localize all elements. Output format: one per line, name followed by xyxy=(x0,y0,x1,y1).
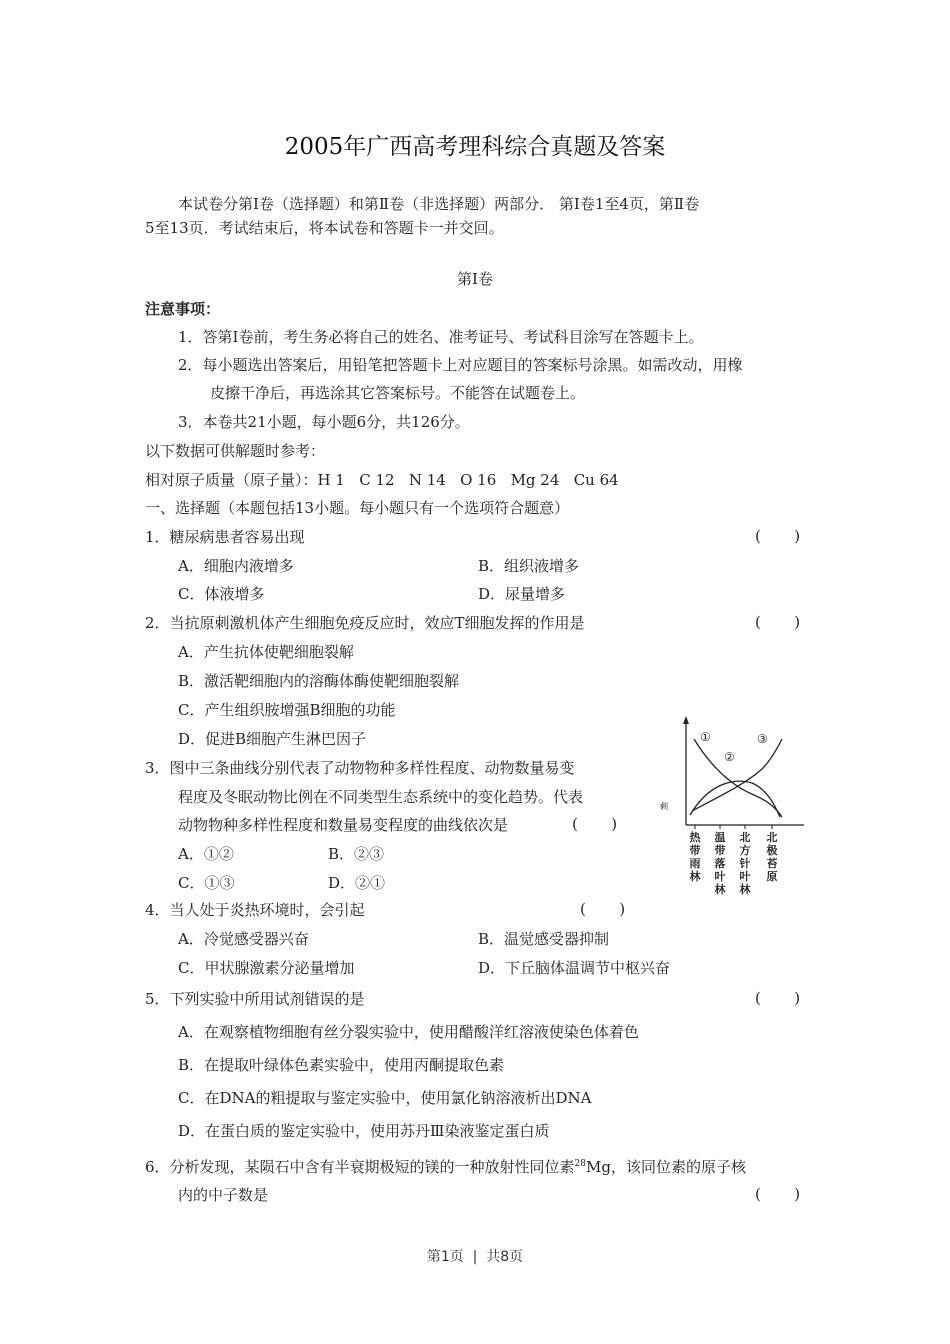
curve-2 xyxy=(690,781,780,817)
q3-answer-paren: ( ) xyxy=(572,815,618,833)
q1-answer-paren: ( ) xyxy=(755,527,801,545)
x-category-label-1-char-4: 林 xyxy=(689,870,701,883)
q3-option-b: B．②③ xyxy=(328,845,385,863)
x-category-label-3-char-5: 林 xyxy=(739,883,751,895)
q1-option-a: A．细胞内液增多 xyxy=(178,557,294,575)
q6-stem-text: 6．分析发现，某陨石中含有半衰期极短的镁的一种放射性同位素 xyxy=(145,1158,575,1176)
intro-line-1: 本试卷分第Ⅰ卷（选择题）和第Ⅱ卷（非选择题）两部分． 第Ⅰ卷1至4页，第Ⅱ卷 xyxy=(178,195,700,213)
notice-item-3: 3．本卷共21小题，每小题6分，共126分。 xyxy=(178,413,470,431)
x-category-label-2-char-5: 林 xyxy=(714,883,726,895)
curve-2-label: ② xyxy=(724,750,735,764)
q1-option-b: B．组织液增多 xyxy=(478,557,580,575)
page-footer: 第1页 | 共8页 xyxy=(426,1249,524,1265)
q5-answer-paren: ( ) xyxy=(755,989,801,1007)
x-category-label-2-char-1: 温 xyxy=(714,831,726,844)
x-category-label-4-char-2: 极 xyxy=(766,844,778,857)
page-title: 2005年广西高考理科综合真题及答案 xyxy=(284,134,666,160)
q6-stem-line-1 xyxy=(145,1154,746,1177)
isotope-symbol: Mg，该同位素的原子核 xyxy=(586,1158,746,1176)
notice-item-1: 1．答第Ⅰ卷前，考生务必将自己的姓名、准考证号、考试科目涂写在答题卡上。 xyxy=(178,328,704,346)
q1-option-c: C．体液增多 xyxy=(178,585,265,603)
q2-option-a: A．产生抗体使靶细胞裂解 xyxy=(178,643,354,661)
x-category-label-3-char-2: 方 xyxy=(739,844,751,857)
intro-line-2: 5至13页．考试结束后，将本试卷和答题卡一并交回。 xyxy=(145,219,504,237)
q3-line-1: 3．图中三条曲线分别代表了动物物种多样性程度、动物数量易变 xyxy=(145,759,575,777)
curve-1-label: ① xyxy=(700,730,711,744)
x-category-label-4-char-4: 原 xyxy=(766,870,778,883)
x-category-label-1-char-1: 热 xyxy=(689,831,701,844)
notice-item-2-line-1: 2．每小题选出答案后，用铅笔把答题卡上对应题目的答案标号涂黑。如需改动，用橡 xyxy=(178,356,743,374)
x-category-label-1-char-3: 雨 xyxy=(689,857,701,870)
x-category-labels xyxy=(690,830,778,895)
q2-stem: 2．当抗原刺激机体产生细胞免疫反应时，效应T细胞发挥的作用是 xyxy=(145,614,585,632)
q4-option-b: B．温觉感受器抑制 xyxy=(478,930,610,948)
x-category-label-3-char-1: 北 xyxy=(739,831,751,844)
q2-option-d: D．促进B细胞产生淋巴因子 xyxy=(178,730,367,748)
x-category-label-1-char-2: 带 xyxy=(689,844,701,857)
x-category-label-4-char-3: 苔 xyxy=(766,857,778,870)
y-axis-arrow xyxy=(683,716,689,724)
q5-option-c: C．在DNA的粗提取与鉴定实验中，使用氯化钠溶液析出DNA xyxy=(178,1089,592,1107)
q2-option-c: C．产生组织胺增强B细胞的功能 xyxy=(178,701,396,719)
q4-option-d: D．下丘脑体温调节中枢兴奋 xyxy=(478,959,671,977)
q4-answer-paren: ( ) xyxy=(580,900,626,918)
q3-option-d: D．②① xyxy=(328,874,386,892)
x-category-label-4-char-1: 北 xyxy=(766,831,778,844)
section-title: 第Ⅰ卷 xyxy=(457,270,493,288)
q5-option-b: B．在提取叶绿体色素实验中，使用丙酮提取色素 xyxy=(178,1056,505,1074)
q3-line-3: 动物物种多样性程度和数量易变程度的曲线依次是 xyxy=(178,816,509,834)
q4-option-a: A．冷觉感受器兴奋 xyxy=(178,930,309,948)
y-axis-label: 剩 xyxy=(660,802,668,811)
x-category-label-2-char-3: 落 xyxy=(714,857,726,870)
q4-option-c: C．甲状腺激素分泌量增加 xyxy=(178,959,355,977)
ecosystem-curves-svg xyxy=(658,713,808,895)
q6-stem-line-2: 内的中子数是 xyxy=(178,1186,269,1204)
q5-stem: 5．下列实验中所用试剂错误的是 xyxy=(145,990,365,1008)
q1-stem: 1．糖尿病患者容易出现 xyxy=(145,528,305,546)
curve-3-label: ③ xyxy=(757,732,768,746)
q2-answer-paren: ( ) xyxy=(755,613,801,631)
q6-answer-paren: ( ) xyxy=(755,1185,801,1203)
part-heading: 一、选择题（本题包括13小题。每小题只有一个选项符合题意） xyxy=(145,499,570,517)
x-category-label-2-char-4: 叶 xyxy=(714,870,726,883)
ecosystem-curves-figure xyxy=(658,713,808,895)
isotope-mass-number: 28 xyxy=(574,1159,586,1169)
q5-option-d: D．在蛋白质的鉴定实验中，使用苏丹Ⅲ染液鉴定蛋白质 xyxy=(178,1122,550,1140)
x-category-label-2-char-2: 带 xyxy=(714,844,726,857)
q1-option-d: D．尿量增多 xyxy=(478,585,566,603)
q3-option-c: C．①③ xyxy=(178,874,235,892)
curve-1 xyxy=(694,739,782,817)
q4-stem: 4．当人处于炎热环境时，会引起 xyxy=(145,901,365,919)
x-category-label-3-char-4: 叶 xyxy=(739,870,751,883)
q3-option-a: A．①② xyxy=(178,845,234,863)
curve-3 xyxy=(692,739,782,811)
reference-line-2: 相对原子质量（原子量）：H 1 C 12 N 14 O 16 Mg 24 Cu 64 xyxy=(145,471,619,489)
notice-item-2-line-2: 皮擦干净后，再选涂其它答案标号。不能答在试题卷上。 xyxy=(210,384,586,402)
q3-line-2: 程度及冬眠动物比例在不同类型生态系统中的变化趋势。代表 xyxy=(178,788,584,806)
q2-option-b: B．激活靶细胞内的溶酶体酶使靶细胞裂解 xyxy=(178,672,460,690)
x-category-label-3-char-3: 针 xyxy=(739,857,751,870)
q5-option-a: A．在观察植物细胞有丝分裂实验中，使用醋酸洋红溶液使染色体着色 xyxy=(178,1023,639,1041)
notice-heading: 注意事项： xyxy=(145,300,221,318)
reference-line-1: 以下数据可供解题时参考： xyxy=(145,442,326,460)
